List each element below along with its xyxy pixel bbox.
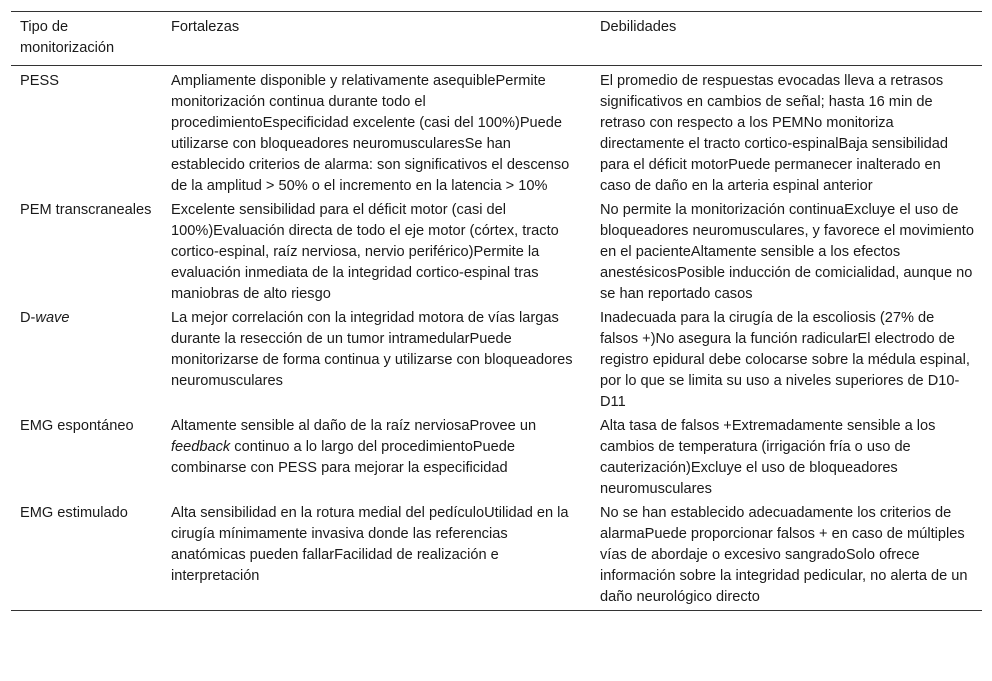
header-type: Tipo de monitorización: [20, 19, 115, 56]
row-weaknesses: Alta tasa de falsos +Extremadamente sensible a los cambios de temperatura (irrigación fría o uso de cauterización)Excluye el uso de bloqueadores neuromusculares: [600, 418, 936, 497]
row-type-emg-spontaneous: EMG espontáneo: [20, 418, 134, 434]
table-row: [11, 66, 982, 200]
row-strengths: Excelente sensibilidad para el déficit motor (casi del 100%)Evaluación directa de todo el eje motor (córtex, tracto cortico-espinal, raíz nerviosa, nervio periférico)Permite la evaluación inmediata de la integridad cortico-espinal tras maniobras de alto riesgo: [171, 202, 559, 302]
row-weaknesses: No se han establecido adecuadamente los criterios de alarmaPuede proporcionar falsos + en caso de múltiples vías de abordaje o excesivo sangradoSolo ofrece información sobre la integridad pedicular, no alerta de un daño neurológico directo: [600, 505, 968, 605]
row-type-pess: PESS: [20, 73, 59, 89]
row-strengths: [162, 415, 591, 502]
row-type-pem: PEM transcraneales: [20, 202, 152, 218]
row-weaknesses: No permite la monitorización continuaExcluye el uso de bloqueadores neuromusculares, y favorece el movimiento en el pacienteAltamente sensible a los efectos anestésicosPosible inducción de comicialidad, aunque no se han reportado casos: [600, 202, 974, 302]
monitoring-comparison-table: [11, 11, 982, 611]
row-type-emg-stimulated: EMG estimulado: [20, 505, 128, 521]
row-weaknesses: Inadecuada para la cirugía de la escoliosis (27% de falsos +)No asegura la función radicularEl electrodo de registro epidural debe colocarse sobre la médula espinal, por lo que se limita su uso a niveles superiores de D10-D11: [600, 310, 970, 410]
strengths-part-1: Altamente sensible al daño de la raíz nerviosaProvee un: [171, 418, 537, 434]
table-row: [11, 415, 982, 502]
table-row: [11, 502, 982, 611]
strengths-part-2: continuo a lo largo del procedimientoPuede combinarse con PESS para mejorar la especificidad: [171, 439, 516, 476]
header-weaknesses: Debilidades: [600, 19, 677, 35]
monitoring-table-container: [11, 11, 982, 611]
type-italic: wave: [35, 310, 70, 326]
row-strengths: Alta sensibilidad en la rotura medial del pedículoUtilidad en la cirugía mínimamente invasiva donde las referencias anatómicas pueden fallarFacilidad de realización e interpretación: [171, 505, 569, 584]
header-strengths: Fortalezas: [171, 19, 240, 35]
strengths-italic: feedback: [171, 439, 231, 455]
type-prefix: D-: [20, 310, 36, 326]
table-row: [11, 199, 982, 307]
row-strengths: La mejor correlación con la integridad motora de vías largas durante la resección de un tumor intramedularPuede monitorizarse de forma continua y utilizarse con bloqueadores neuromusculares: [171, 310, 573, 389]
row-type-dwave: [11, 307, 162, 415]
table-row: [11, 307, 982, 415]
row-strengths: Ampliamente disponible y relativamente asequiblePermite monitorización continua durante todo el procedimientoEspecificidad excelente (casi del 100%)Puede utilizarse con bloqueadores neuromuscularesSe han establecido criterios de alarma: son significativos el descenso de la amplitud > 50% o el incremento en la latencia > 10%: [171, 73, 570, 194]
table-header-row: [11, 12, 982, 66]
row-weaknesses: El promedio de respuestas evocadas lleva a retrasos significativos en cambios de señal; hasta 16 min de retraso con respecto a los PEMNo monitoriza directamente el tracto cortico-espinalBaja sensibilidad para el déficit motorPuede permanecer inalterado en caso de daño en la arteria espinal anterior: [600, 73, 948, 194]
